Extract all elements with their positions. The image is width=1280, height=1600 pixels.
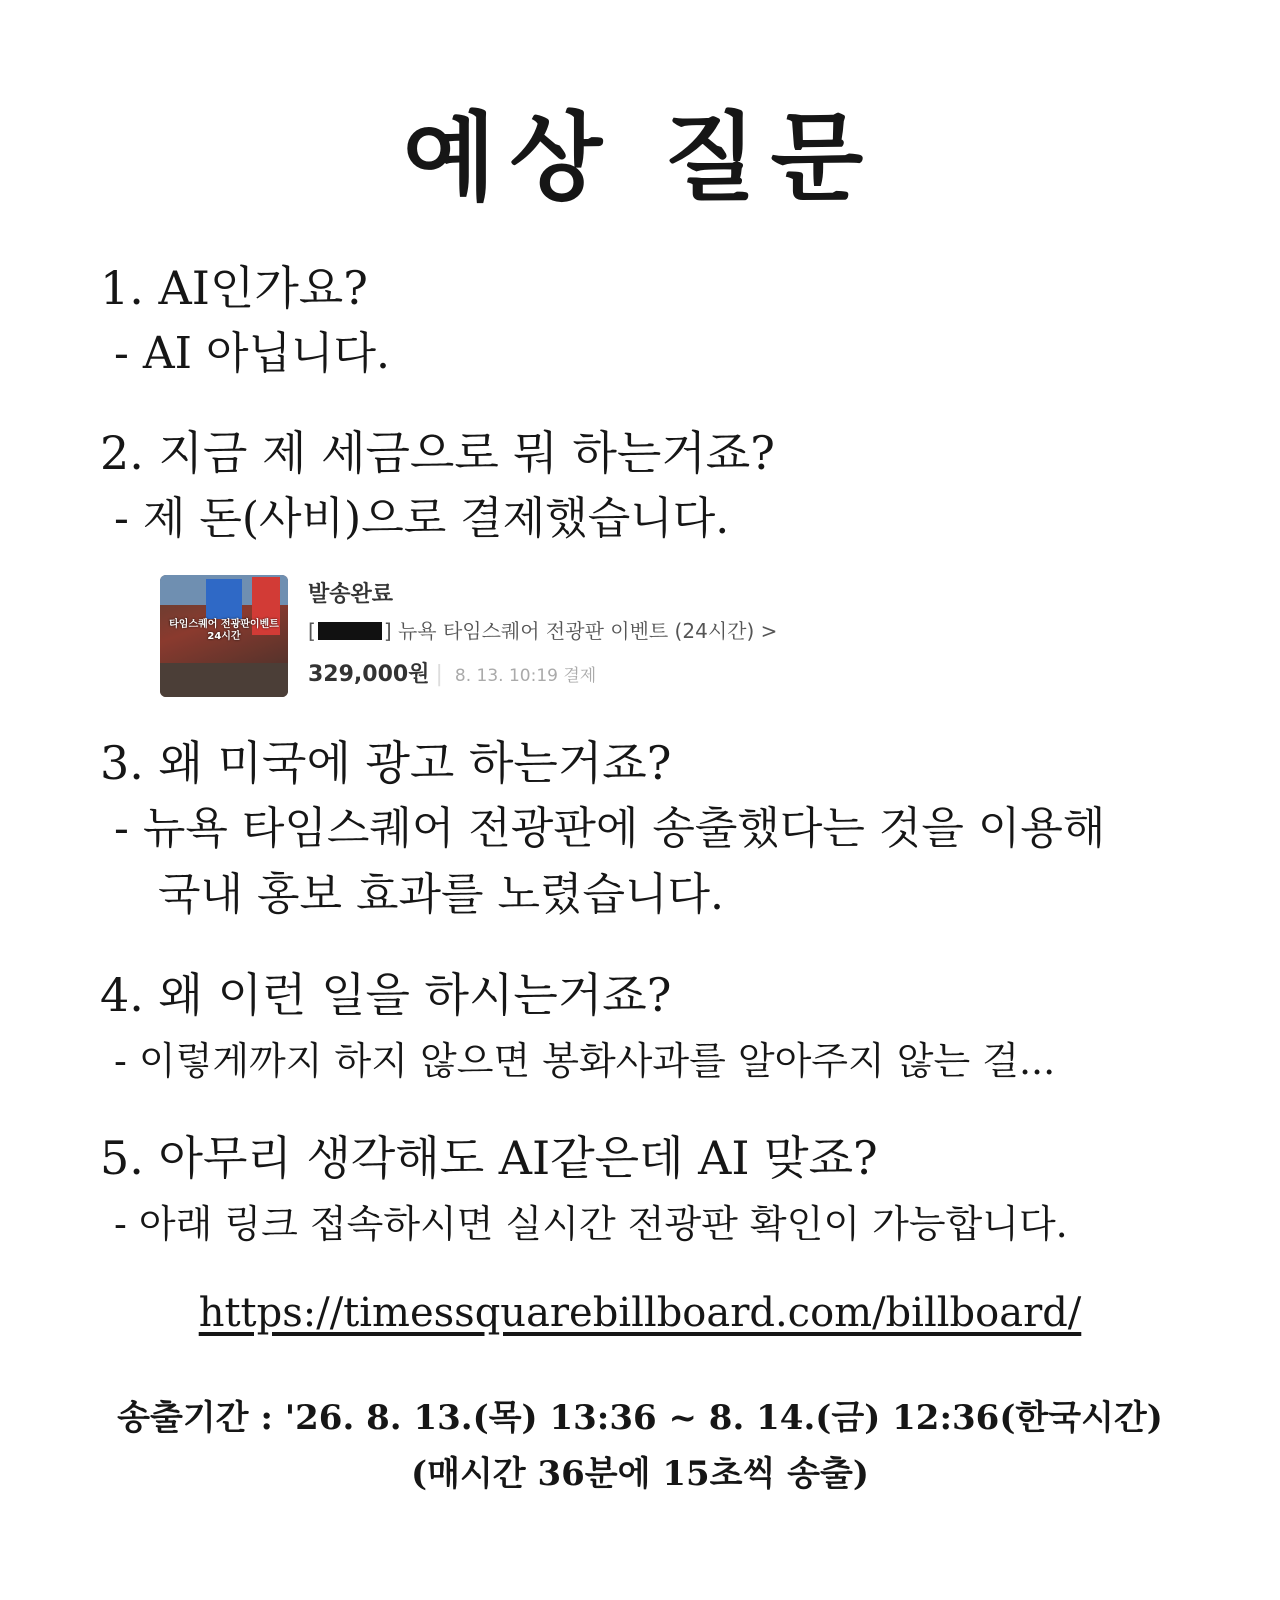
answer-4: - 이렇게까지 하지 않으면 봉화사과를 알아주지 않는 걸...	[114, 1039, 1056, 1083]
order-status: 발송완료	[308, 582, 394, 607]
broadcast-info	[0, 1390, 1280, 1502]
qa-item-1	[100, 255, 1210, 387]
broadcast-note: (매시간 36분에 15초씩 송출)	[411, 1454, 869, 1494]
divider: |	[435, 662, 443, 687]
answer-1: - AI 아닙니다.	[114, 328, 390, 379]
order-price-line	[308, 657, 596, 688]
redacted-block	[318, 622, 382, 640]
qa-item-5	[100, 1125, 1210, 1257]
qa-item-4	[100, 962, 1210, 1094]
answer-3	[100, 796, 1210, 928]
answer-3-line-2: 국내 홍보 효과를 노렸습니다.	[158, 869, 724, 920]
page-title: 예상 질문	[402, 101, 878, 214]
order-card[interactable]	[160, 575, 860, 700]
thumbnail-caption: 타임스퀘어 전광판이벤트 24시간	[169, 619, 279, 642]
product-thumbnail	[160, 575, 288, 697]
answer-3-line-1: - 뉴욕 타임스퀘어 전광판에 송출했다는 것을 이용해	[114, 803, 1106, 854]
qa-item-2	[100, 420, 1210, 552]
question-1: 1. AI인가요?	[100, 261, 368, 315]
question-4: 4. 왜 이런 일을 하시는거죠?	[100, 968, 672, 1022]
answer-2: - 제 돈(사비)으로 결제했습니다.	[114, 493, 730, 544]
order-price: 329,000원	[308, 662, 430, 687]
question-3: 3. 왜 미국에 광고 하는거죠?	[100, 736, 672, 790]
question-5: 5. 아무리 생각해도 AI같은데 AI 맞죠?	[100, 1131, 878, 1185]
question-2: 2. 지금 제 세금으로 뭐 하는거죠?	[100, 426, 775, 480]
product-name[interactable]	[308, 615, 777, 644]
order-paid-at: 8. 13. 10:19 결제	[454, 666, 597, 686]
answer-5: - 아래 링크 접속하시면 실시간 전광판 확인이 가능합니다.	[114, 1202, 1068, 1246]
qa-item-3	[100, 730, 1210, 928]
product-prefix: [	[308, 619, 316, 643]
broadcast-period: 송출기간 : '26. 8. 13.(목) 13:36 ~ 8. 14.(금) 12:36(한국시간)	[117, 1398, 1163, 1438]
billboard-link[interactable]: https://timessquarebillboard.com/billboard/	[198, 1290, 1082, 1336]
product-title: ] 뉴욕 타임스퀘어 전광판 이벤트 (24시간) >	[383, 619, 778, 643]
